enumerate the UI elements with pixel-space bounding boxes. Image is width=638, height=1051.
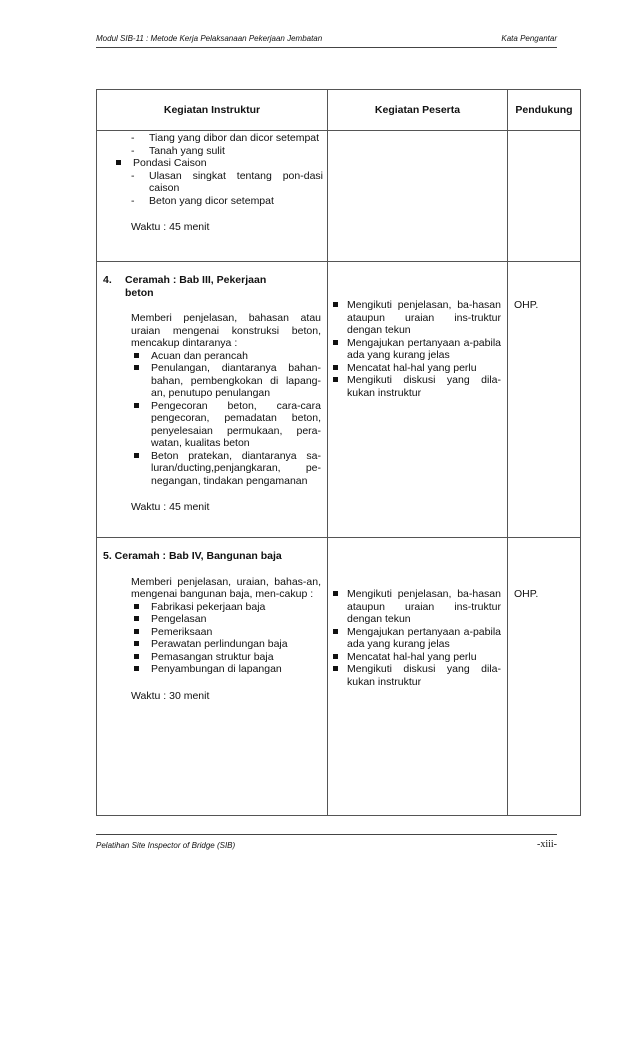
- list-item: Mengikuti penjelasan, ba-hasan ataupun uraian ins-truktur dengan tekun: [332, 299, 501, 337]
- list-item: Mengikuti diskusi yang dila-kukan instruktur: [332, 663, 501, 688]
- row1-waktu: Waktu : 45 menit: [131, 221, 210, 233]
- page-number: -xiii-: [537, 839, 557, 850]
- header-module-title: Modul SIB-11 : Metode Kerja Pelaksanaan Pekerjaan Jembatan: [96, 34, 323, 43]
- dash-marker: -: [131, 144, 135, 157]
- list-item: Penyambungan di lapangan: [131, 663, 321, 676]
- list-item: - Beton yang dicor setempat: [131, 194, 274, 207]
- row2-number: 4.: [103, 274, 112, 286]
- row2-intro: Memberi penjelasan, bahasan atau uraian mengenai konstruksi beton, mencakup dintaranya :: [131, 312, 321, 349]
- row3-intro: Memberi penjelasan, uraian, bahas-an, mengenai bangunan baja, men-cakup :: [131, 575, 321, 600]
- square-bullet-icon: [333, 629, 338, 634]
- table-row: [97, 538, 581, 816]
- row1-pendukung-cell: [508, 131, 581, 262]
- list-item: Mencatat hal-hal yang perlu: [332, 651, 501, 664]
- list-item: Mengajukan pertanyaan a-pabila ada yang kurang jelas: [332, 626, 501, 651]
- table-header-row: [97, 90, 581, 131]
- dash-marker: -: [131, 169, 135, 182]
- square-bullet-icon: [116, 160, 121, 165]
- row3-instruktur-cell: [97, 538, 328, 816]
- page-header: [96, 34, 557, 48]
- column-header-peserta: Kegiatan Peserta: [328, 90, 508, 131]
- list-item: Pemasangan struktur baja: [131, 651, 321, 664]
- list-item: Penulangan, diantaranya bahan-bahan, pembengkokan di lapang-an, penutupo penulangan: [131, 362, 321, 400]
- list-item: Pemeriksaan: [131, 626, 321, 639]
- row2-title-line2: beton: [125, 286, 154, 299]
- list-item: Pondasi Caison: [113, 157, 323, 170]
- row2-instruktur-cell: [97, 262, 328, 538]
- list-item: Acuan dan perancah: [131, 350, 321, 363]
- activity-table: [96, 89, 581, 816]
- list-item: Perawatan perlindungan baja: [131, 638, 321, 651]
- square-bullet-icon: [134, 629, 139, 634]
- square-bullet-icon: [333, 666, 338, 671]
- row2-peserta-cell: [328, 262, 508, 538]
- column-header-pendukung: Pendukung: [508, 90, 581, 131]
- square-bullet-icon: [134, 641, 139, 646]
- row3-pendukung: OHP.: [514, 588, 539, 600]
- row3-title: 5. Ceramah : Bab IV, Bangunan baja: [103, 550, 282, 562]
- list-item: Pengecoran beton, cara-cara pengecoran, pemadatan beton, penyelesaian permukaan, pera-watan, kualitas beton: [131, 400, 321, 450]
- table-row: [97, 262, 581, 538]
- square-bullet-icon: [134, 453, 139, 458]
- square-bullet-icon: [134, 666, 139, 671]
- page-footer: [96, 834, 557, 851]
- dash-marker: -: [131, 194, 135, 207]
- row3-waktu: Waktu : 30 menit: [131, 689, 210, 702]
- table-row: [97, 131, 581, 262]
- column-header-instruktur: Kegiatan Instruktur: [97, 90, 328, 131]
- list-item: Mengikuti penjelasan, ba-hasan ataupun uraian ins-truktur dengan tekun: [332, 588, 501, 626]
- square-bullet-icon: [333, 340, 338, 345]
- list-item: - Tanah yang sulit: [131, 144, 225, 157]
- square-bullet-icon: [134, 353, 139, 358]
- row3-peserta-cell: [328, 538, 508, 816]
- square-bullet-icon: [134, 403, 139, 408]
- header-section-title: Kata Pengantar: [501, 34, 557, 43]
- list-item: Pengelasan: [131, 613, 321, 626]
- square-bullet-icon: [134, 365, 139, 370]
- square-bullet-icon: [333, 377, 338, 382]
- square-bullet-icon: [333, 302, 338, 307]
- square-bullet-icon: [333, 591, 338, 596]
- row3-pendukung-cell: [508, 538, 581, 816]
- list-item: Beton pratekan, diantaranya sa-luran/ducting,penjangkaran, pe-negangan, tindakan pengamanan: [131, 450, 321, 488]
- list-item: Mengajukan pertanyaan a-pabila ada yang kurang jelas: [332, 337, 501, 362]
- square-bullet-icon: [333, 654, 338, 659]
- list-item: Mengikuti diskusi yang dila-kukan instruktur: [332, 374, 501, 399]
- square-bullet-icon: [134, 604, 139, 609]
- row1-peserta-cell: [328, 131, 508, 262]
- list-item: Fabrikasi pekerjaan baja: [131, 601, 321, 614]
- list-item: - Tiang yang dibor dan dicor setempat: [131, 132, 320, 144]
- row2-pendukung-cell: [508, 262, 581, 538]
- row2-pendukung: OHP.: [514, 299, 539, 311]
- square-bullet-icon: [134, 654, 139, 659]
- square-bullet-icon: [333, 365, 338, 370]
- row2-title-line1: Ceramah : Bab III, Pekerjaan: [125, 274, 267, 286]
- footer-course-title: Pelatihan Site Inspector of Bridge (SIB): [96, 841, 236, 850]
- list-item: Mencatat hal-hal yang perlu: [332, 362, 501, 375]
- list-item: - Ulasan singkat tentang pon-dasi caison: [131, 169, 323, 194]
- row1-instruktur-cell: [97, 131, 328, 262]
- square-bullet-icon: [134, 616, 139, 621]
- row2-waktu: Waktu : 45 menit: [131, 501, 210, 513]
- dash-marker: -: [131, 132, 135, 144]
